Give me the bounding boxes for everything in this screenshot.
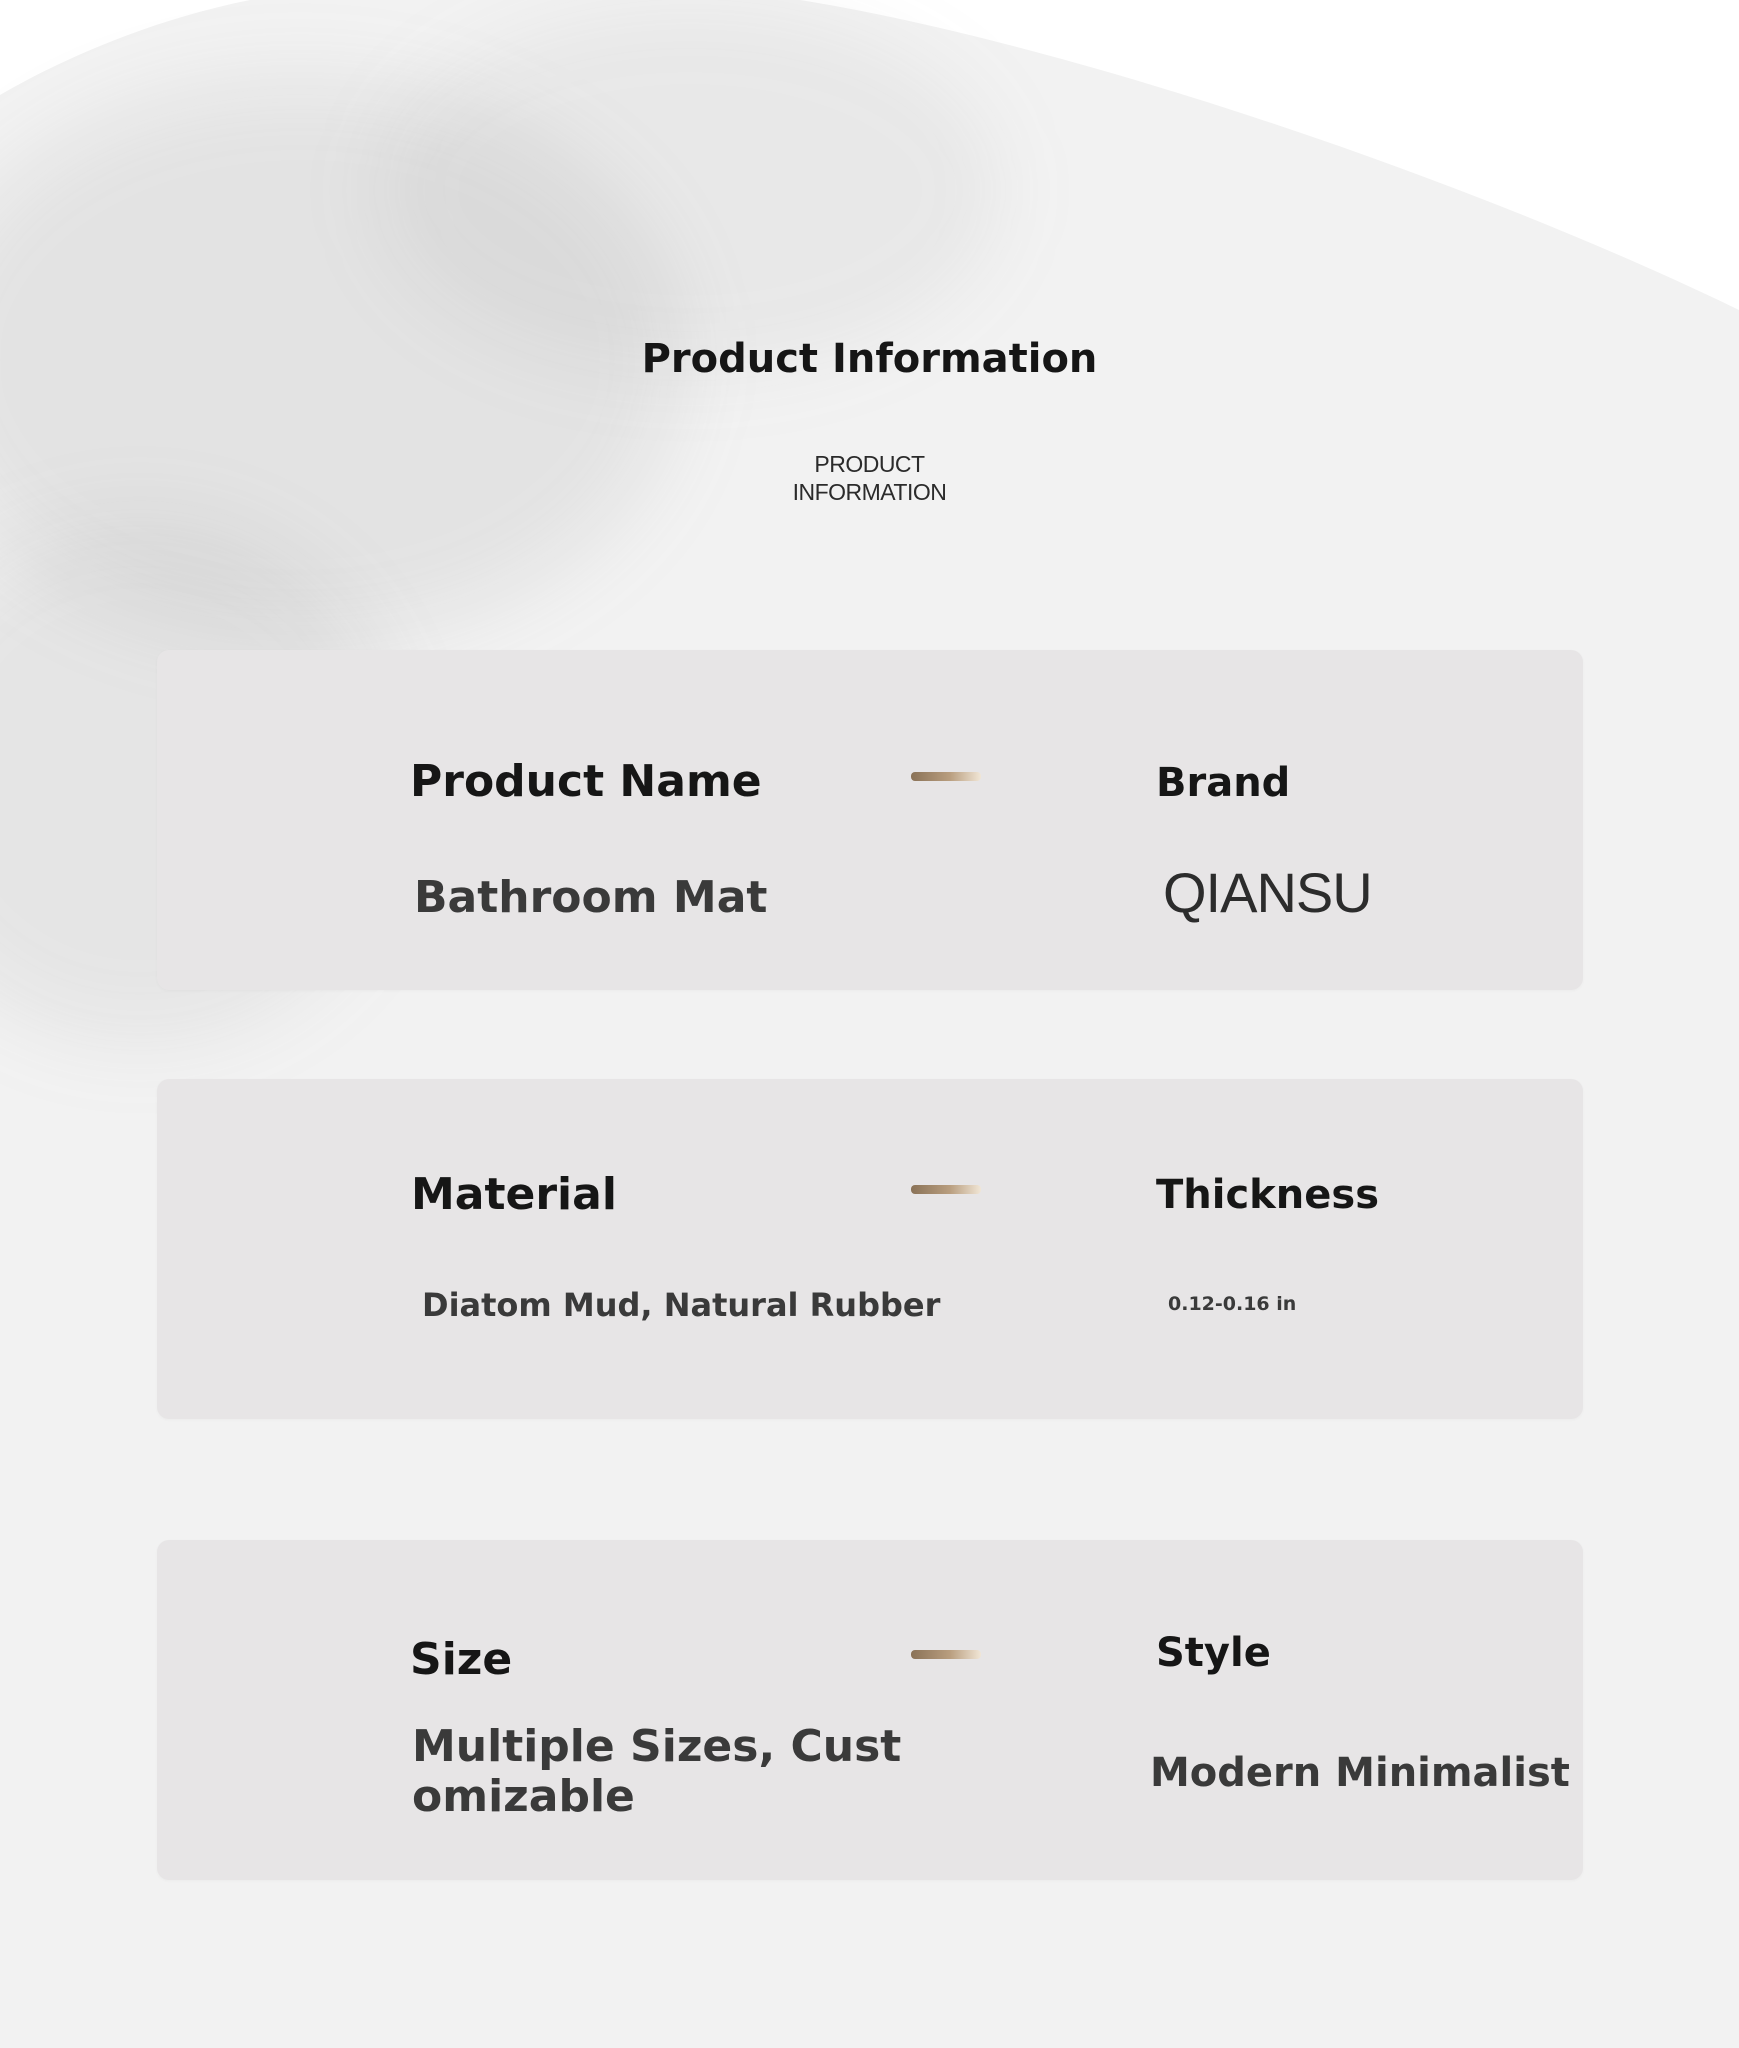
leaf-shadow: [380, 10, 1000, 370]
material-label: Material: [411, 1169, 617, 1220]
thickness-value: 0.12-0.16 in: [1168, 1293, 1297, 1315]
style-label: Style: [1156, 1630, 1271, 1676]
thickness-label: Thickness: [1156, 1172, 1380, 1218]
size-label: Size: [410, 1634, 513, 1685]
material-value: Diatom Mud, Natural Rubber: [422, 1286, 941, 1324]
gold-divider: [911, 1185, 981, 1194]
info-card-size-style: [157, 1540, 1583, 1880]
info-card-product-brand: [157, 650, 1583, 990]
size-value-line-1: Multiple Sizes, Cust: [412, 1721, 902, 1772]
subtitle-line-2: INFORMATION: [792, 479, 947, 505]
size-value-line-2: omizable: [412, 1771, 635, 1822]
page-subtitle: [0, 450, 1739, 506]
subtitle-line-1: PRODUCT: [814, 451, 925, 477]
gold-divider: [911, 772, 981, 781]
brand-logo: QIANSU: [1163, 861, 1372, 924]
size-value: [412, 1722, 901, 1822]
page-title: Product Information: [641, 336, 1098, 382]
product-name-label: Product Name: [410, 756, 762, 807]
gold-divider: [911, 1650, 981, 1659]
brand-label: Brand: [1156, 760, 1291, 806]
info-card-material-thickness: [157, 1079, 1583, 1419]
product-name-value: Bathroom Mat: [414, 872, 768, 923]
style-value: Modern Minimalist: [1150, 1750, 1570, 1796]
